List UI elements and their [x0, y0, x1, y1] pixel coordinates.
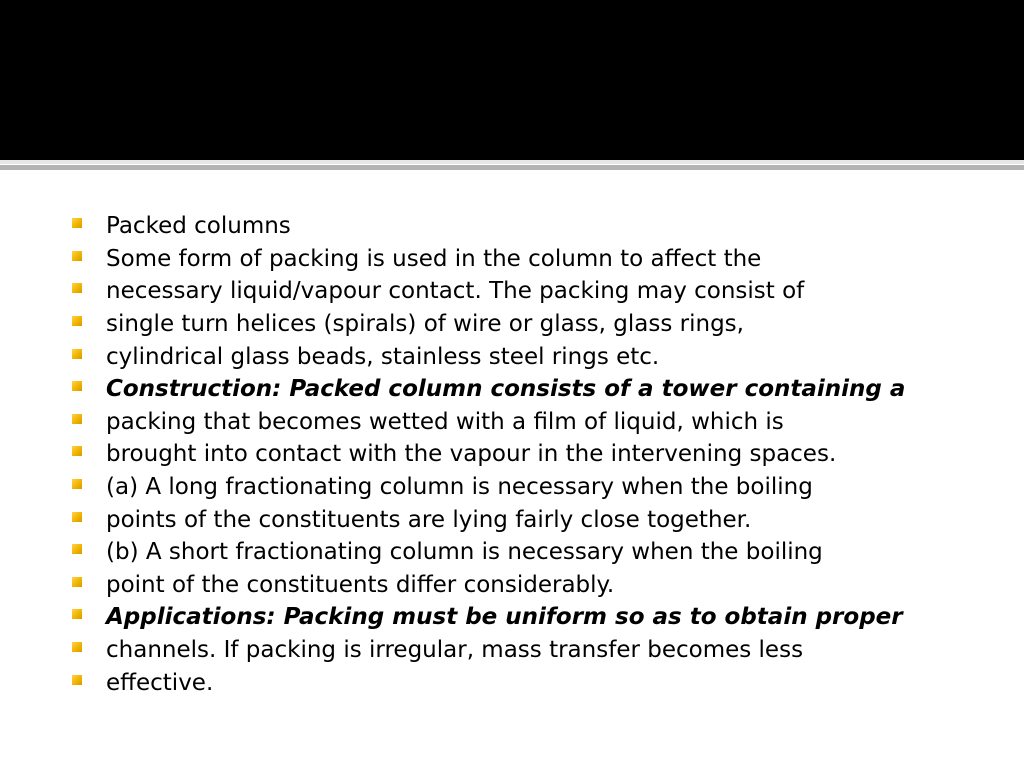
bullet-text: packing that becomes wetted with a film of liquid, which is: [106, 408, 784, 435]
applications-heading-text: Applications: Packing must be uniform so as to obtain proper: [106, 604, 903, 631]
bullet-text: necessary liquid/vapour contact. The packing may consist of: [106, 278, 805, 305]
title-divider-shadow: [0, 165, 1024, 170]
bullet-text: (b) A short fractionating column is necessary when the boiling: [106, 539, 823, 566]
square-bullet-icon: [72, 609, 82, 619]
list-item: [72, 601, 972, 634]
square-bullet-icon: [72, 381, 82, 391]
square-bullet-icon: [72, 218, 82, 228]
bullet-text: channels. If packing is irregular, mass transfer becomes less: [106, 637, 804, 664]
list-item: [72, 536, 972, 569]
list-item: [72, 308, 972, 341]
square-bullet-icon: [72, 446, 82, 456]
list-item: [72, 666, 972, 699]
bullet-text: brought into contact with the vapour in the intervening spaces.: [106, 441, 837, 468]
list-item: [72, 569, 972, 602]
list-item: [72, 275, 972, 308]
list-item: [72, 471, 972, 504]
title-divider: [0, 160, 1024, 164]
list-item: [72, 243, 972, 276]
square-bullet-icon: [72, 283, 82, 293]
list-item: [72, 340, 972, 373]
square-bullet-icon: [72, 349, 82, 359]
square-bullet-icon: [72, 675, 82, 685]
square-bullet-icon: [72, 577, 82, 587]
square-bullet-icon: [72, 316, 82, 326]
square-bullet-icon: [72, 414, 82, 424]
list-item: [72, 373, 972, 406]
list-item: [72, 634, 972, 667]
square-bullet-icon: [72, 479, 82, 489]
bullet-text: points of the constituents are lying fairly close together.: [106, 506, 752, 533]
construction-heading-text: Construction: Packed column consists of a tower containing a: [106, 376, 906, 403]
title-band: [0, 0, 1024, 160]
bullet-text: (a) A long fractionating column is necessary when the boiling: [106, 474, 813, 501]
square-bullet-icon: [72, 642, 82, 652]
bullet-text: Packed columns: [106, 213, 291, 240]
square-bullet-icon: [72, 512, 82, 522]
bullet-text: point of the constituents differ considerably.: [106, 571, 615, 598]
list-item: [72, 438, 972, 471]
bullet-text: Some form of packing is used in the column to affect the: [106, 245, 762, 272]
bullet-list: [72, 210, 972, 699]
bullet-text: effective.: [106, 669, 214, 696]
list-item: [72, 210, 972, 243]
list-item: [72, 503, 972, 536]
bullet-text: cylindrical glass beads, stainless steel rings etc.: [106, 343, 660, 370]
bullet-text: single turn helices (spirals) of wire or glass, glass rings,: [106, 311, 744, 338]
square-bullet-icon: [72, 544, 82, 554]
square-bullet-icon: [72, 251, 82, 261]
list-item: [72, 406, 972, 439]
